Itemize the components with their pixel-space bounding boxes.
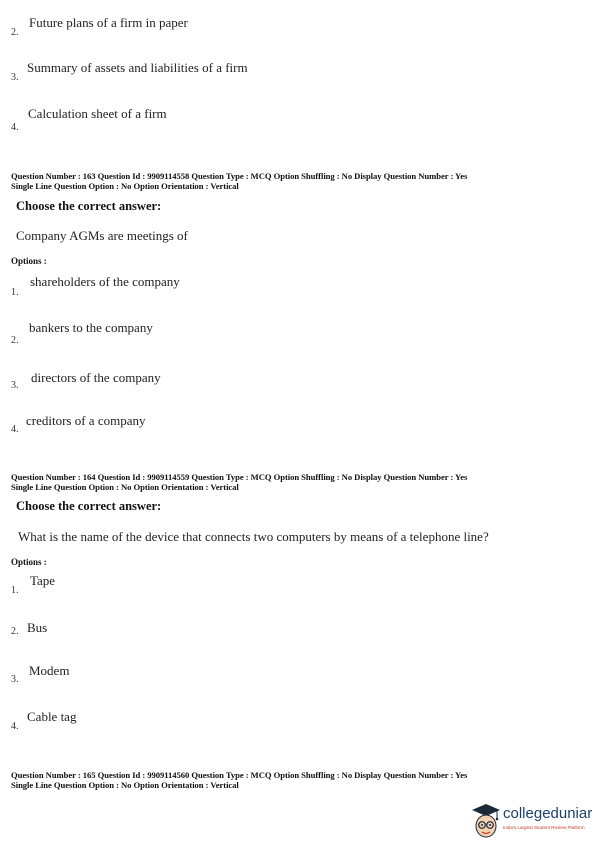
question-meta: Question Number : 163 Question Id : 9909114558 Question Type : MCQ Option Shuffling : No Display Question Number : Yes <box>11 171 468 181</box>
option-text: bankers to the company <box>29 320 153 335</box>
option-number: 3. <box>11 72 19 83</box>
option-text: Tape <box>30 573 56 588</box>
option-text: directors of the company <box>31 370 161 385</box>
logo-wordmark: collegeduniar <box>503 805 593 822</box>
collegedunia-logo <box>470 800 595 842</box>
question-meta: Single Line Question Option : No Option Orientation : Vertical <box>11 482 239 492</box>
logo-tagline: India's Largest Student Review Platform <box>503 825 585 830</box>
option-text: Summary of assets and liabilities of a firm <box>27 60 248 75</box>
option-text: creditors of a company <box>26 413 146 428</box>
option-text: Calculation sheet of a firm <box>28 106 167 121</box>
options-label: Options : <box>11 256 47 266</box>
option-number: 3. <box>11 380 19 391</box>
option-text: Modem <box>29 663 70 678</box>
option-number: 2. <box>11 626 19 637</box>
options-label: Options : <box>11 557 47 567</box>
question-meta: Question Number : 165 Question Id : 9909114560 Question Type : MCQ Option Shuffling : No Display Question Number : Yes <box>11 770 468 780</box>
option-text: shareholders of the company <box>30 274 180 289</box>
question-stem: What is the name of the device that connects two computers by means of a telephone line? <box>18 529 489 544</box>
question-stem: Company AGMs are meetings of <box>16 228 188 243</box>
option-number: 2. <box>11 335 19 346</box>
option-number: 4. <box>11 122 19 133</box>
option-number: 1. <box>11 287 19 298</box>
option-number: 1. <box>11 585 19 596</box>
question-meta: Question Number : 164 Question Id : 9909114559 Question Type : MCQ Option Shuffling : No Display Question Number : Yes <box>11 472 468 482</box>
option-number: 2. <box>11 27 19 38</box>
option-number: 4. <box>11 424 19 435</box>
question-instruction: Choose the correct answer: <box>16 199 162 213</box>
option-text: Bus <box>27 620 48 635</box>
question-meta: Single Line Question Option : No Option Orientation : Vertical <box>11 181 239 191</box>
student-mascot-icon <box>470 801 502 841</box>
option-number: 3. <box>11 674 19 685</box>
option-number: 4. <box>11 721 19 732</box>
question-meta: Single Line Question Option : No Option Orientation : Vertical <box>11 780 239 790</box>
question-instruction: Choose the correct answer: <box>16 499 162 513</box>
option-text: Cable tag <box>27 709 77 724</box>
option-text: Future plans of a firm in paper <box>29 15 188 30</box>
